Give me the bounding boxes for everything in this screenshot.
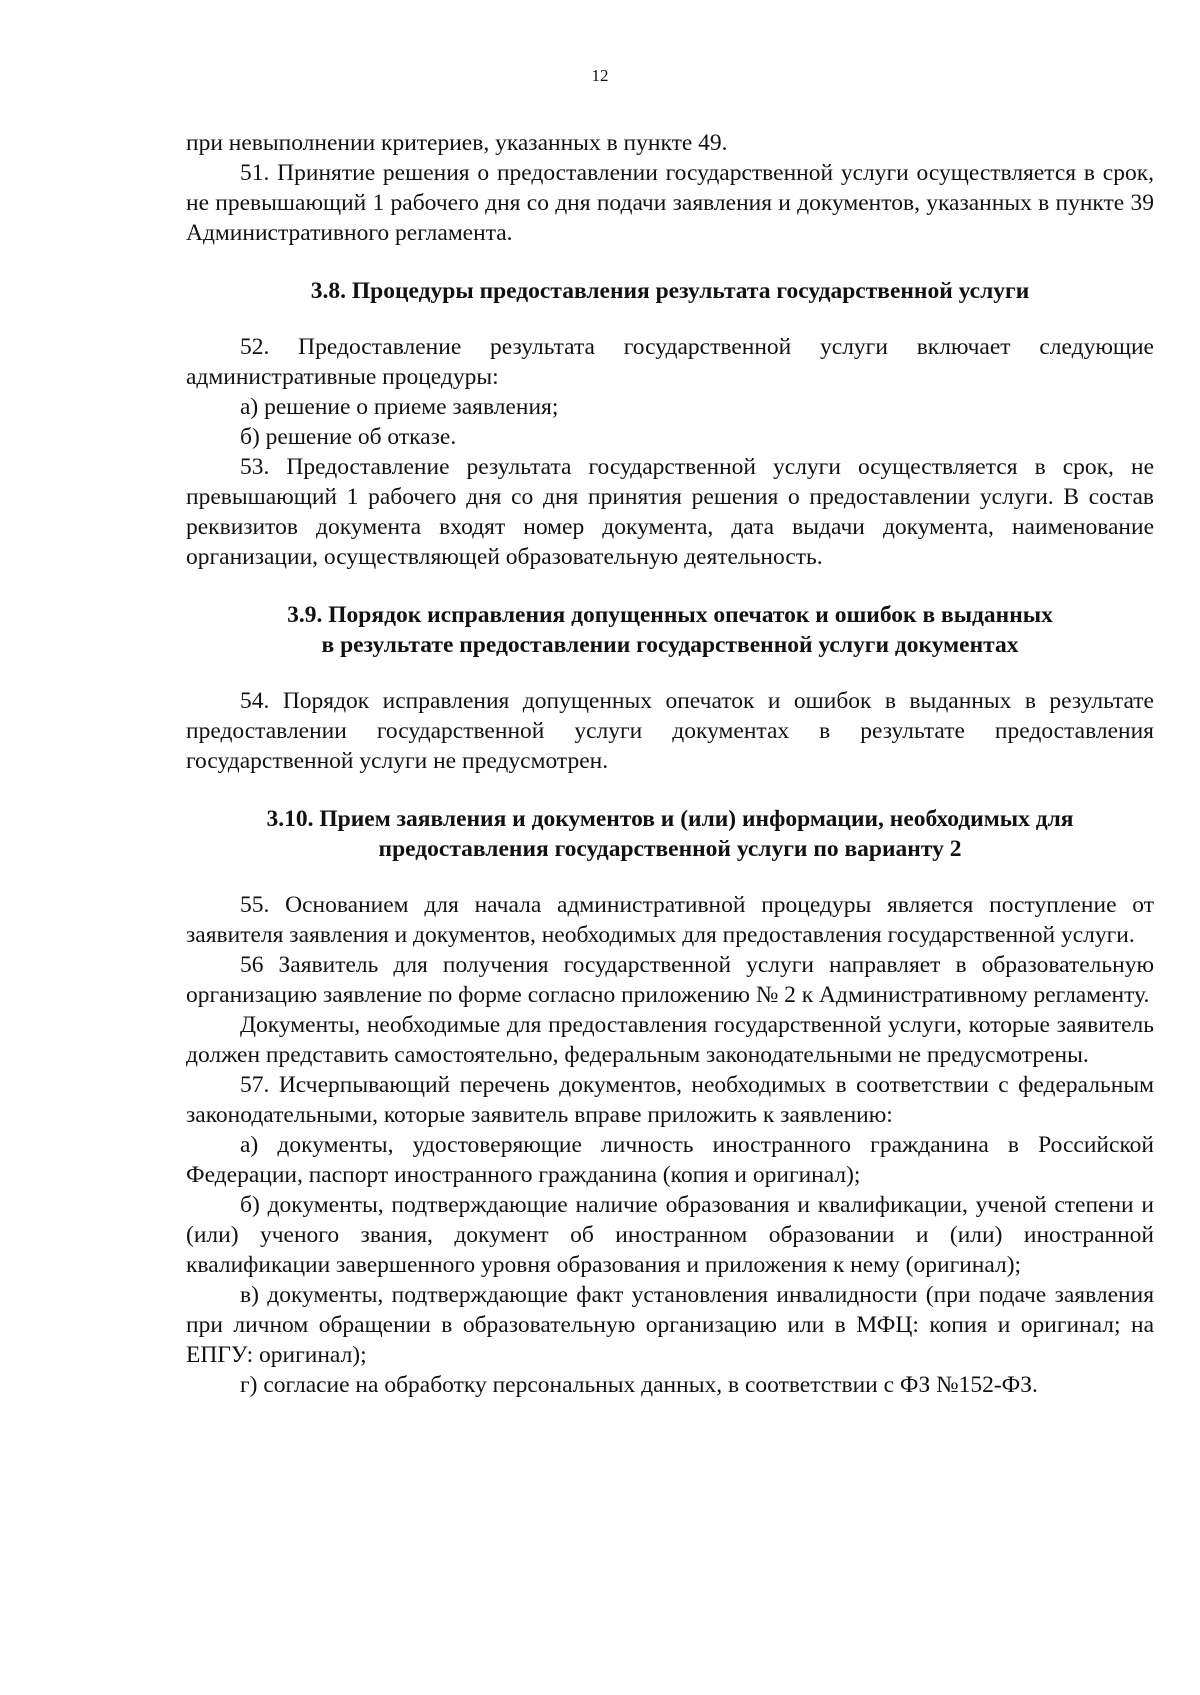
list-item-57-a: а) документы, удостоверяющие личность иностранного гражданина в Российской Федерации, паспорт иностранного гражданина (копия и оригинал);	[186, 1132, 1154, 1188]
section-heading-3-9	[186, 600, 1154, 660]
paragraph-documents-required: Документы, необходимые для предоставления государственной услуги, которые заявитель должен представить самостоятельно, федеральным законодательными не предусмотрены.	[186, 1012, 1154, 1068]
list-item-57-v: в) документы, подтверждающие факт установления инвалидности (при подаче заявления при личном обращении в образовательную организацию или в МФЦ: копия и оригинал; на ЕПГУ: оригинал);	[186, 1282, 1154, 1368]
paragraph-56: 56 Заявитель для получения государственной услуги направляет в образовательную организацию заявление по форме согласно приложению № 2 к Административному регламенту.	[186, 952, 1154, 1008]
section-heading-3-8: 3.8. Процедуры предоставления результата государственной услуги	[310, 278, 1030, 304]
paragraph-54: 54. Порядок исправления допущенных опечаток и ошибок в выданных в результате предоставлении государственной услуги документах в результате предоставления государственной услуги не предусмотрен.	[186, 688, 1154, 774]
paragraph-55: 55. Основанием для начала административной процедуры является поступление от заявителя заявления и документов, необходимых для предоставления государственной услуги.	[186, 892, 1154, 948]
paragraph-continuation: при невыполнении критериев, указанных в пункте 49.	[186, 130, 728, 156]
list-item-a: а) решение о приеме заявления;	[240, 394, 559, 420]
document-body	[186, 128, 1154, 1400]
section-heading-3-10-line1: 3.10. Прием заявления и документов и (или) информации, необходимых для	[266, 806, 1074, 832]
list-item-57-g: г) согласие на обработку персональных данных, в соответствии с ФЗ №152-ФЗ.	[240, 1372, 1038, 1398]
section-heading-3-10	[186, 804, 1154, 864]
section-heading-3-10-line2: предоставления государственной услуги по варианту 2	[378, 836, 962, 862]
section-heading-3-9-line2: в результате предоставлении государственной услуги документах	[321, 632, 1019, 658]
paragraph-53: 53. Предоставление результата государственной услуги осуществляется в срок, не превышающий 1 рабочего дня со дня принятия решения о предоставлении услуги. В состав реквизитов документа входят номер документа, дата выдачи документа, наименование организации, осуществляющей образовательную деятельность.	[186, 454, 1154, 570]
paragraph-51: 51. Принятие решения о предоставлении государственной услуги осуществляется в срок, не превышающий 1 рабочего дня со дня подачи заявления и документов, указанных в пункте 39 Административного регламента.	[186, 160, 1154, 246]
page-number: 12	[591, 66, 609, 85]
section-heading-3-9-line1: 3.9. Порядок исправления допущенных опечаток и ошибок в выданных	[287, 602, 1053, 628]
list-item-b: б) решение об отказе.	[240, 424, 457, 450]
paragraph-57: 57. Исчерпывающий перечень документов, необходимых в соответствии с федеральным законодательными, которые заявитель вправе приложить к заявлению:	[186, 1072, 1154, 1128]
paragraph-52: 52. Предоставление результата государственной услуги включает следующие административные процедуры:	[186, 334, 1154, 390]
list-item-57-b: б) документы, подтверждающие наличие образования и квалификации, ученой степени и (или) ученого звания, документ об иностранном образовании и (или) иностранной квалификации завершенного уровня образования и приложения к нему (оригинал);	[186, 1192, 1154, 1278]
